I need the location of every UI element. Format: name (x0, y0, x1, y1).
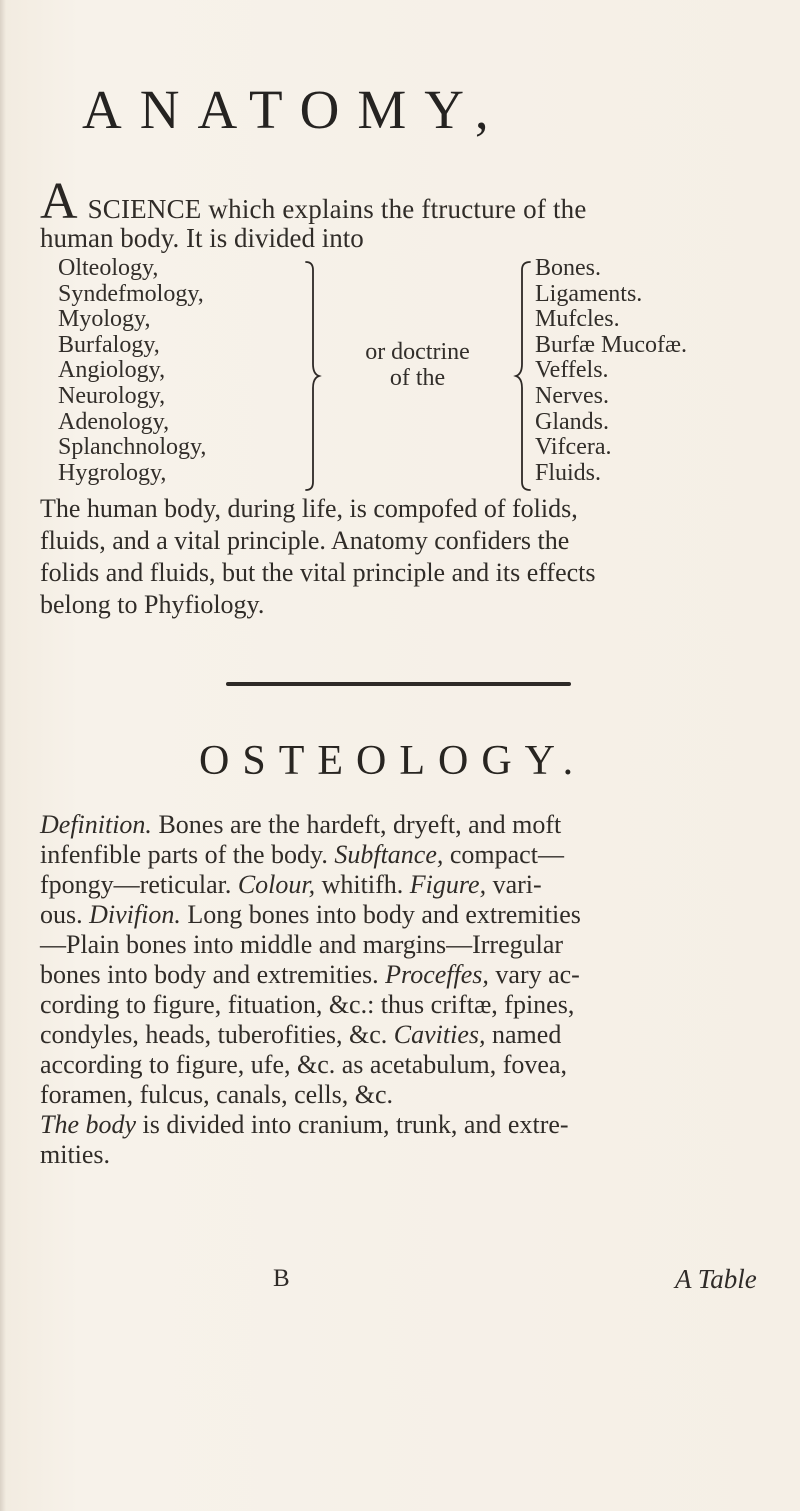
intro-line-1 (40, 173, 770, 230)
osteology-line (40, 1110, 770, 1140)
osteology-text-run: fpongy—reticular. (40, 870, 238, 899)
drop-cap-letter: A (40, 173, 78, 230)
osteology-line (40, 870, 770, 900)
osteology-text-run: whitifh. (315, 870, 410, 899)
paragraph-line: belong to Phyfiology. (40, 590, 265, 619)
paragraph-line: folids and fluids, but the vital principle and its effects (40, 558, 596, 587)
osteology-line (40, 810, 770, 840)
osteology-line: cording to figure, fituation, &c.: thus criftæ, fpines, (40, 990, 575, 1019)
division-left-item: Splanchnology, (58, 434, 207, 461)
paragraph-line: fluids, and a vital principle. Anatomy confiders the (40, 526, 570, 555)
division-label: Divifion. (89, 900, 181, 929)
osteology-text-run: compact— (443, 840, 564, 869)
osteology-line: according to figure, ufe, &c. as acetabulum, fovea, (40, 1050, 567, 1079)
section-title: OSTEOLOGY. (199, 738, 587, 784)
osteology-text-run: vari- (486, 870, 542, 899)
osteology-line (40, 1020, 770, 1050)
division-left-item: Neurology, (58, 382, 166, 409)
paragraph-line: The human body, during life, is compofed of folids, (40, 494, 578, 523)
division-right-item: Veffels. (535, 357, 609, 384)
page-title: ANATOMY, (82, 79, 507, 140)
division-connector (325, 339, 510, 391)
division-left-item: Olteology, (58, 255, 159, 281)
osteology-text-run: ous. (40, 900, 90, 929)
definition-label: Definition. (40, 810, 152, 839)
division-right-item: Glands. (535, 408, 609, 435)
osteology-text-run: infenfible parts of the body. (40, 840, 335, 869)
division-table (40, 256, 780, 486)
osteology-text-run: is divided into cranium, trunk, and extre- (136, 1110, 569, 1139)
osteology-line: foramen, fulcus, canals, cells, &c. (40, 1080, 394, 1109)
osteology-line (40, 900, 770, 930)
division-right-list (535, 256, 785, 486)
division-right-item: Ligaments. (535, 280, 643, 307)
division-right-item: Bones. (535, 255, 601, 281)
division-left-item: Myology, (58, 306, 151, 333)
division-left-item: Syndefmology, (58, 280, 204, 307)
division-left-list (58, 256, 308, 486)
osteology-text-run: named (485, 1020, 562, 1049)
colour-label: Colour, (237, 870, 316, 899)
osteology-text (40, 810, 770, 1170)
body-label: The body (40, 1110, 137, 1139)
catchword: A Table (675, 1264, 757, 1294)
connector-line-2: of the (389, 365, 446, 391)
division-right-item: Mufcles. (535, 306, 620, 333)
osteology-line (40, 960, 770, 990)
processes-label: Proceffes, (385, 960, 489, 989)
cavities-label: Cavities, (393, 1020, 486, 1049)
intro-line-2: human body. It is divided into (40, 223, 364, 254)
osteology-text-run: vary ac- (488, 960, 580, 989)
connector-line-1: or doctrine (365, 339, 470, 365)
osteology-text-run: condyles, heads, tuberofities, &c. (40, 1020, 394, 1049)
body-paragraph (40, 493, 770, 621)
division-right-item: Fluids. (535, 459, 602, 486)
division-right-item: Nerves. (535, 382, 609, 409)
osteology-line: —Plain bones into middle and margins—Irregular (40, 930, 564, 959)
substance-label: Subftance, (334, 840, 444, 869)
osteology-text-run: bones into body and extremities. (40, 960, 386, 989)
intro-paragraph (40, 173, 770, 254)
division-left-item: Hygrology, (58, 459, 167, 486)
division-right-item: Burfæ Mucofæ. (535, 331, 687, 358)
division-right-item: Vifcera. (535, 434, 612, 461)
section-divider-rule (226, 682, 571, 686)
osteology-line (40, 840, 770, 870)
figure-label: Figure, (409, 870, 487, 899)
left-brace-icon (303, 260, 321, 492)
osteology-text-run: Long bones into body and extremities (180, 900, 581, 929)
signature-mark: B (273, 1265, 290, 1292)
division-left-item: Angiology, (58, 357, 166, 384)
right-brace-icon (514, 260, 534, 492)
intro-line-1-text: SCIENCE which explains the ftructure of the (87, 194, 587, 224)
osteology-line: mities. (40, 1140, 111, 1169)
division-left-item: Adenology, (58, 408, 170, 435)
division-left-item: Burfalogy, (58, 331, 160, 358)
osteology-text-run: Bones are the hardeft, dryeft, and moft (151, 810, 562, 839)
